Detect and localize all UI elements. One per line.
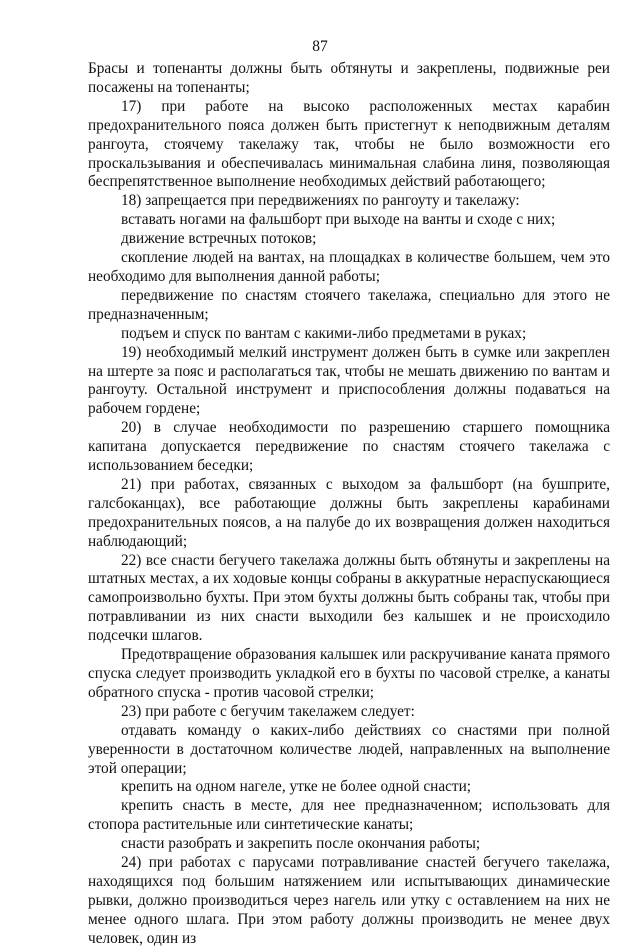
paragraph-item-24: 24) при работах с парусами потравливание снастей бегучего такелажа, находящихся под большим натяжением или испытывающих динамические рывки, должно производиться через нагель или утку с оставлением на них не менее одного шлага. При этом работу должны производить не менее двух человек, один из bbox=[88, 854, 610, 947]
paragraph-item-18-e: подъем и спуск по вантам с какими-либо предметами в руках; bbox=[121, 324, 527, 342]
paragraph-item-18-b: движение встречных потоков; bbox=[121, 230, 317, 248]
paragraph-item-23-d: снасти разобрать и закрепить после окончания работы; bbox=[121, 835, 481, 853]
paragraph-item-19: 19) необходимый мелкий инструмент должен быть в сумке или закреплен на штерте за пояс и располагаться так, чтобы не мешать движению по вантам и рангоуту. Остальной инструмент и приспособления должны подаваться на рабочем гордене; bbox=[88, 343, 610, 418]
paragraph-item-23-a: отдавать команду о каких-либо действиях со снастями при полной уверенности в достаточном количестве людей, направленных на выполнение этой операции; bbox=[88, 721, 610, 777]
paragraph-item-20: 20) в случае необходимости по разрешению старшего помощника капитана допускается передвижение по снастям стоячего такелажа с использованием беседки; bbox=[88, 419, 610, 475]
page-number: 87 bbox=[312, 38, 328, 55]
paragraph-item-22: 22) все снасти бегучего такелажа должны быть обтянуты и закреплены на штатных местах, а их ходовые концы собраны в аккуратные нераспускающиеся самопроизвольно бухты. При этом бухты должны быть собраны так, чтобы при потравливании из них снасти выходили без калышек и не происходило подсечки шлагов. bbox=[88, 551, 610, 645]
paragraph-prevention: Предотвращение образования калышек или раскручивание каната прямого спуска следует производить укладкой его в бухты по часовой стрелке, а канаты обратного спуска - против часовой стрелки; bbox=[88, 646, 610, 701]
paragraph-item-18-c: скопление людей на вантах, на площадках в количестве большем, чем это необходимо для выполнения данной работы; bbox=[88, 249, 610, 285]
paragraph-item-23-b: крепить на одном нагеле, утке не более одной снасти; bbox=[121, 778, 472, 796]
paragraph-item-21: 21) при работах, связанных с выходом за фальшборт (на бушприте, галсбоканцах), все работающие должны быть закреплены карабинами предохранительных поясов, а на палубе до их возвращения должен находиться наблюдающий; bbox=[88, 475, 610, 550]
paragraph-item-17: 17) при работе на высоко расположенных местах карабин предохранительного пояса должен быть пристегнут к неподвижным деталям рангоута, стоячему такелажу так, чтобы не было возможности его проскальзывания и обеспечивалась минимальная слабина линя, позволяющая беспрепятственное выполнение необходимых действий работающего; bbox=[88, 97, 610, 191]
document-body bbox=[88, 60, 610, 949]
paragraph-item-18: 18) запрещается при передвижениях по рангоуту и такелажу: bbox=[121, 192, 520, 210]
paragraph-item-23-c: крепить снасть в месте, для нее предназначенном; использовать для стопора растительные или синтетические канаты; bbox=[88, 797, 610, 834]
paragraph-item-23: 23) при работе с бегучим такелажем следует: bbox=[121, 702, 415, 720]
paragraph-braces: Брасы и топенанты должны быть обтянуты и закреплены, подвижные реи посажены на топенанты; bbox=[88, 60, 610, 96]
paragraph-item-18-a: вставать ногами на фальшборт при выходе на ванты и сходе с них; bbox=[121, 211, 556, 229]
paragraph-item-18-d: передвижение по снастям стоячего такелажа, специально для этого не предназначенным; bbox=[88, 286, 610, 323]
